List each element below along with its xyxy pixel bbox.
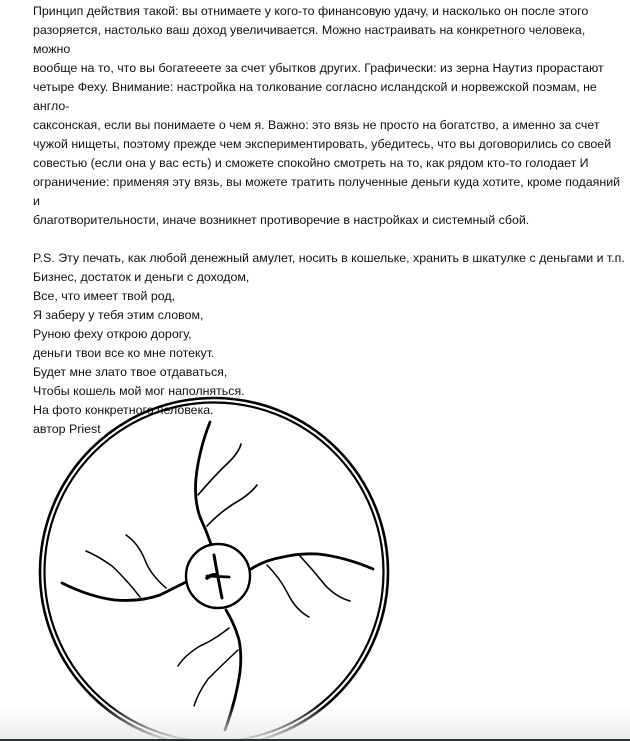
rune-seal-figure (0, 380, 630, 741)
paragraph-spacer (33, 230, 625, 249)
article-body (33, 2, 625, 439)
poem-line: Все, что имеет твой род, (33, 289, 176, 303)
paragraph-line: совестью (если она у вас есть) и сможете спокойно смотреть на то, как рядом кто-то голодает И (33, 156, 589, 170)
fehu-left-branch-2 (86, 551, 140, 597)
postscript-note: P.S. Эту печать, как любой денежный амулет, носить в кошельке, хранить в шкатулке с деньгами и т.п. (33, 251, 625, 265)
photo-note: На фото конкретного человека. (33, 403, 214, 417)
description-paragraph (33, 2, 625, 230)
fehu-right-branch-1 (267, 565, 309, 617)
paragraph-line: чужой нищеты, поэтому прежде чем экспериментировать, убедитесь, что вы договорились со своей (33, 137, 612, 151)
fehu-left-stave (62, 582, 186, 600)
paragraph-line: Принцип действия такой: вы отнимаете у кого-то финансовую удачу, и насколько он после этого (33, 4, 589, 18)
paragraph-line: ограничение: применяя эту вязь, вы можете тратить полученные деньги куда хотите, кроме подаяний и (33, 175, 621, 208)
fehu-top-branch-1 (198, 444, 241, 495)
outer-ring-inner (45, 403, 384, 741)
poem-line: Чтобы кошель мой мог наполняться. (33, 384, 245, 398)
poem-line: Руною феху открою дорогу, (33, 327, 192, 341)
poem-line: Я заберу у тебя этим словом, (33, 308, 204, 322)
fehu-top-branch-2 (207, 485, 257, 526)
paragraph-line: четыре Феху. Внимание: настройка на толкование согласно исландской и норвежской поэмам, не англо- (33, 80, 597, 113)
fehu-left-branch-1 (126, 535, 166, 588)
paragraph-line: саксонская, если вы понимаете о чем я. Важно: это вязь не просто на богатство, а именно за счет (33, 118, 600, 132)
paragraph-line: вообще на то, что вы богатееете за счет убытков других. Графически: из зерна Наутиз прорастают (33, 61, 604, 75)
author-credit: автор Priest (33, 422, 101, 436)
fehu-right-branch-2 (300, 556, 350, 601)
fehu-bottom-branch-2 (194, 650, 238, 706)
poem-line: Будет мне злато твое отдаваться, (33, 365, 228, 379)
fehu-bottom-stave (225, 610, 241, 730)
poem-line: деньги твои все ко мне потекут. (33, 346, 215, 360)
fehu-bottom-branch-1 (178, 628, 229, 666)
poem-line: Бизнес, достаток и деньги с доходом, (33, 270, 250, 284)
paragraph-line: благотворительности, иначе возникнет противоречие в настройках и системный сбой. (33, 213, 530, 227)
paragraph-line: разоряется, настолько ваш доход увеличивается. Можно настраивать на конкретного человека, можно (33, 23, 586, 56)
